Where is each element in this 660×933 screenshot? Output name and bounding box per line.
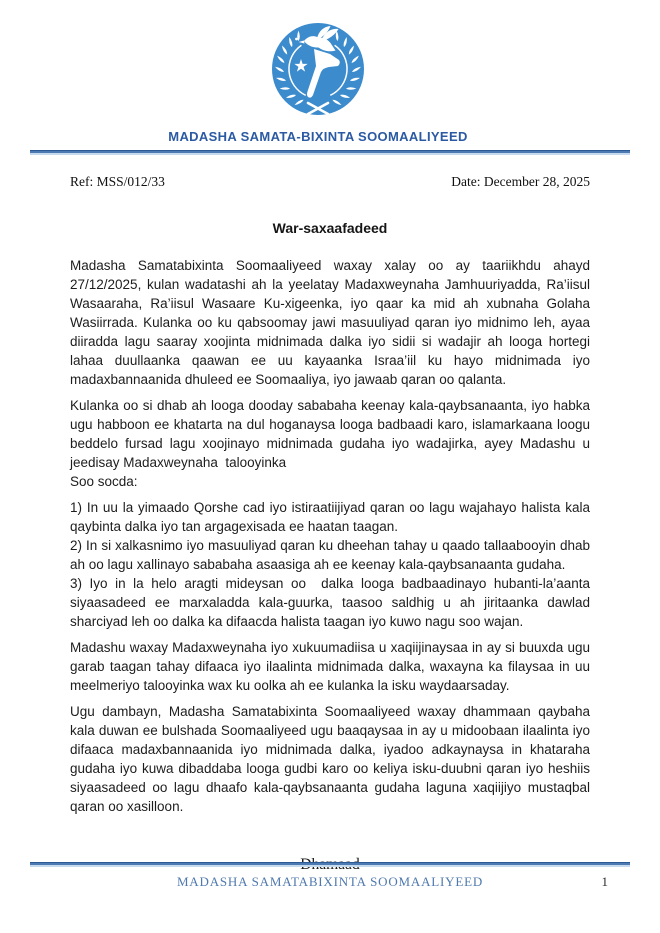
recommendations-list	[70, 498, 594, 631]
document-body	[70, 256, 594, 816]
paragraph-2	[70, 396, 594, 491]
organization-emblem	[266, 17, 370, 121]
footer-rule	[30, 862, 630, 867]
list-item-1: 1) In uu la yimaado Qorshe cad iyo istiraatiijiyad qaran oo lagu wajahayo halista kala qaybinta dalka iyo tan argagexisada ee haatan taagan.	[70, 500, 594, 534]
page-number: 1	[601, 874, 608, 889]
paragraph-2-text: Kulanka oo si dhab ah looga dooday sababaha keenay kala-qaybsanaanta, iyo habka ugu habboon ee khatarta na dul hoganaysa looga badbaadi karo, islamarkaana loogu beddelo fursad lagu xoojinayo midnimada gudaha iyo wadajirka, ayey Madashu u jeedisay Madaxweynaha talooyinka	[70, 398, 594, 470]
reference-number: Ref: MSS/012/33	[70, 174, 165, 189]
page-footer	[0, 856, 660, 891]
list-item-2: 2) In si xalkasnimo iyo masuuliyad qaran ku dheehan tahay u qaado tallaabooyin dhab ah oo lagu xallinayo sababaha asaasiga ah ee keenay kala-qaybsanaanta gudaha.	[70, 538, 594, 572]
list-item-3: 3) Iyo in la helo aragti mideysan oo dalka looga badbaadinayo hubanti-la’aanta siyaasadeed ee marxaladda kala-guurka, taasoo saldhig u ah jiritaanka dawlad sharciyad leh oo dalka ka difaacda halista taagan iyo kuwo nagu soo wajan.	[70, 576, 594, 629]
document-title: War-saxaafadeed	[272, 220, 388, 236]
paragraph-4: Madashu waxay Madaxweynaha iyo xukuumadiisa u xaqiijinaysaa in ay si buuxda ugu garab taagan tahay difaaca iyo ilaalinta midnimada dalka, waxayna ka filaysaa in uu meelmeriyo talooyinka wax ku oolka ah ee kulanka la isku waydaarsaday.	[70, 640, 594, 693]
document-date: Date: December 28, 2025	[451, 174, 590, 189]
paragraph-1: Madasha Samatabixinta Soomaaliyeed waxay xalay oo ay taariikhdu ahayd 27/12/2025, kulan wadatashi ah la yeelatay Madaxweynaha Jamhuuriyadda, Ra’iisul Wasaaraha, Ra’iisul Wasaare Ku-xigeenka, iyo qaar ka mid ah xubnaha Golaha Wasiirrada. Kulanka oo ku qabsoomay jawi masuuliyad qaran iyo midnimo leh, ayaa diiradda lagu saaray xoojinta midnimada dalka iyo sidii si wadajir ah looga hortegi lahaa duullaanka qaawan ee uu kayaanka Israa’iil ku hayo midnimada iyo madaxbannaanida dhuleed ee Soomaaliya, iyo jawaab qaran oo qalanta.	[70, 258, 594, 387]
meta-row	[70, 174, 590, 190]
header-rule	[30, 150, 630, 155]
footer-row	[30, 873, 630, 891]
organization-name: MADASHA SAMATA-BIXINTA SOOMAALIYEED	[168, 129, 468, 144]
letterhead	[0, 0, 648, 144]
footer-org-name: MADASHA SAMATABIXINTA SOOMAALIYEED	[176, 874, 484, 889]
paragraph-5: Ugu dambayn, Madasha Samatabixinta Soomaaliyeed waxay dhammaan qaybaha kala duwan ee bulshada Soomaaliyeed ugu baaqaysaa in ay u midoobaan ilaalinta iyo difaaca madaxbannaanida iyo midnimada dalka, iyadoo adkaynaysa in khataraha gudaha iyo kuwa dibaddaba looga gudbi karo oo keliya isku-duubni qaran iyo heshiis siyaasadeed oo lagu dhaafo kala-qaybsanaanta gudaha laguna xaqiijiyo mustaqbal qaran oo xasilloon.	[70, 704, 594, 814]
emblem-icon	[266, 17, 370, 121]
paragraph-2-intro: Soo socda:	[70, 474, 138, 489]
